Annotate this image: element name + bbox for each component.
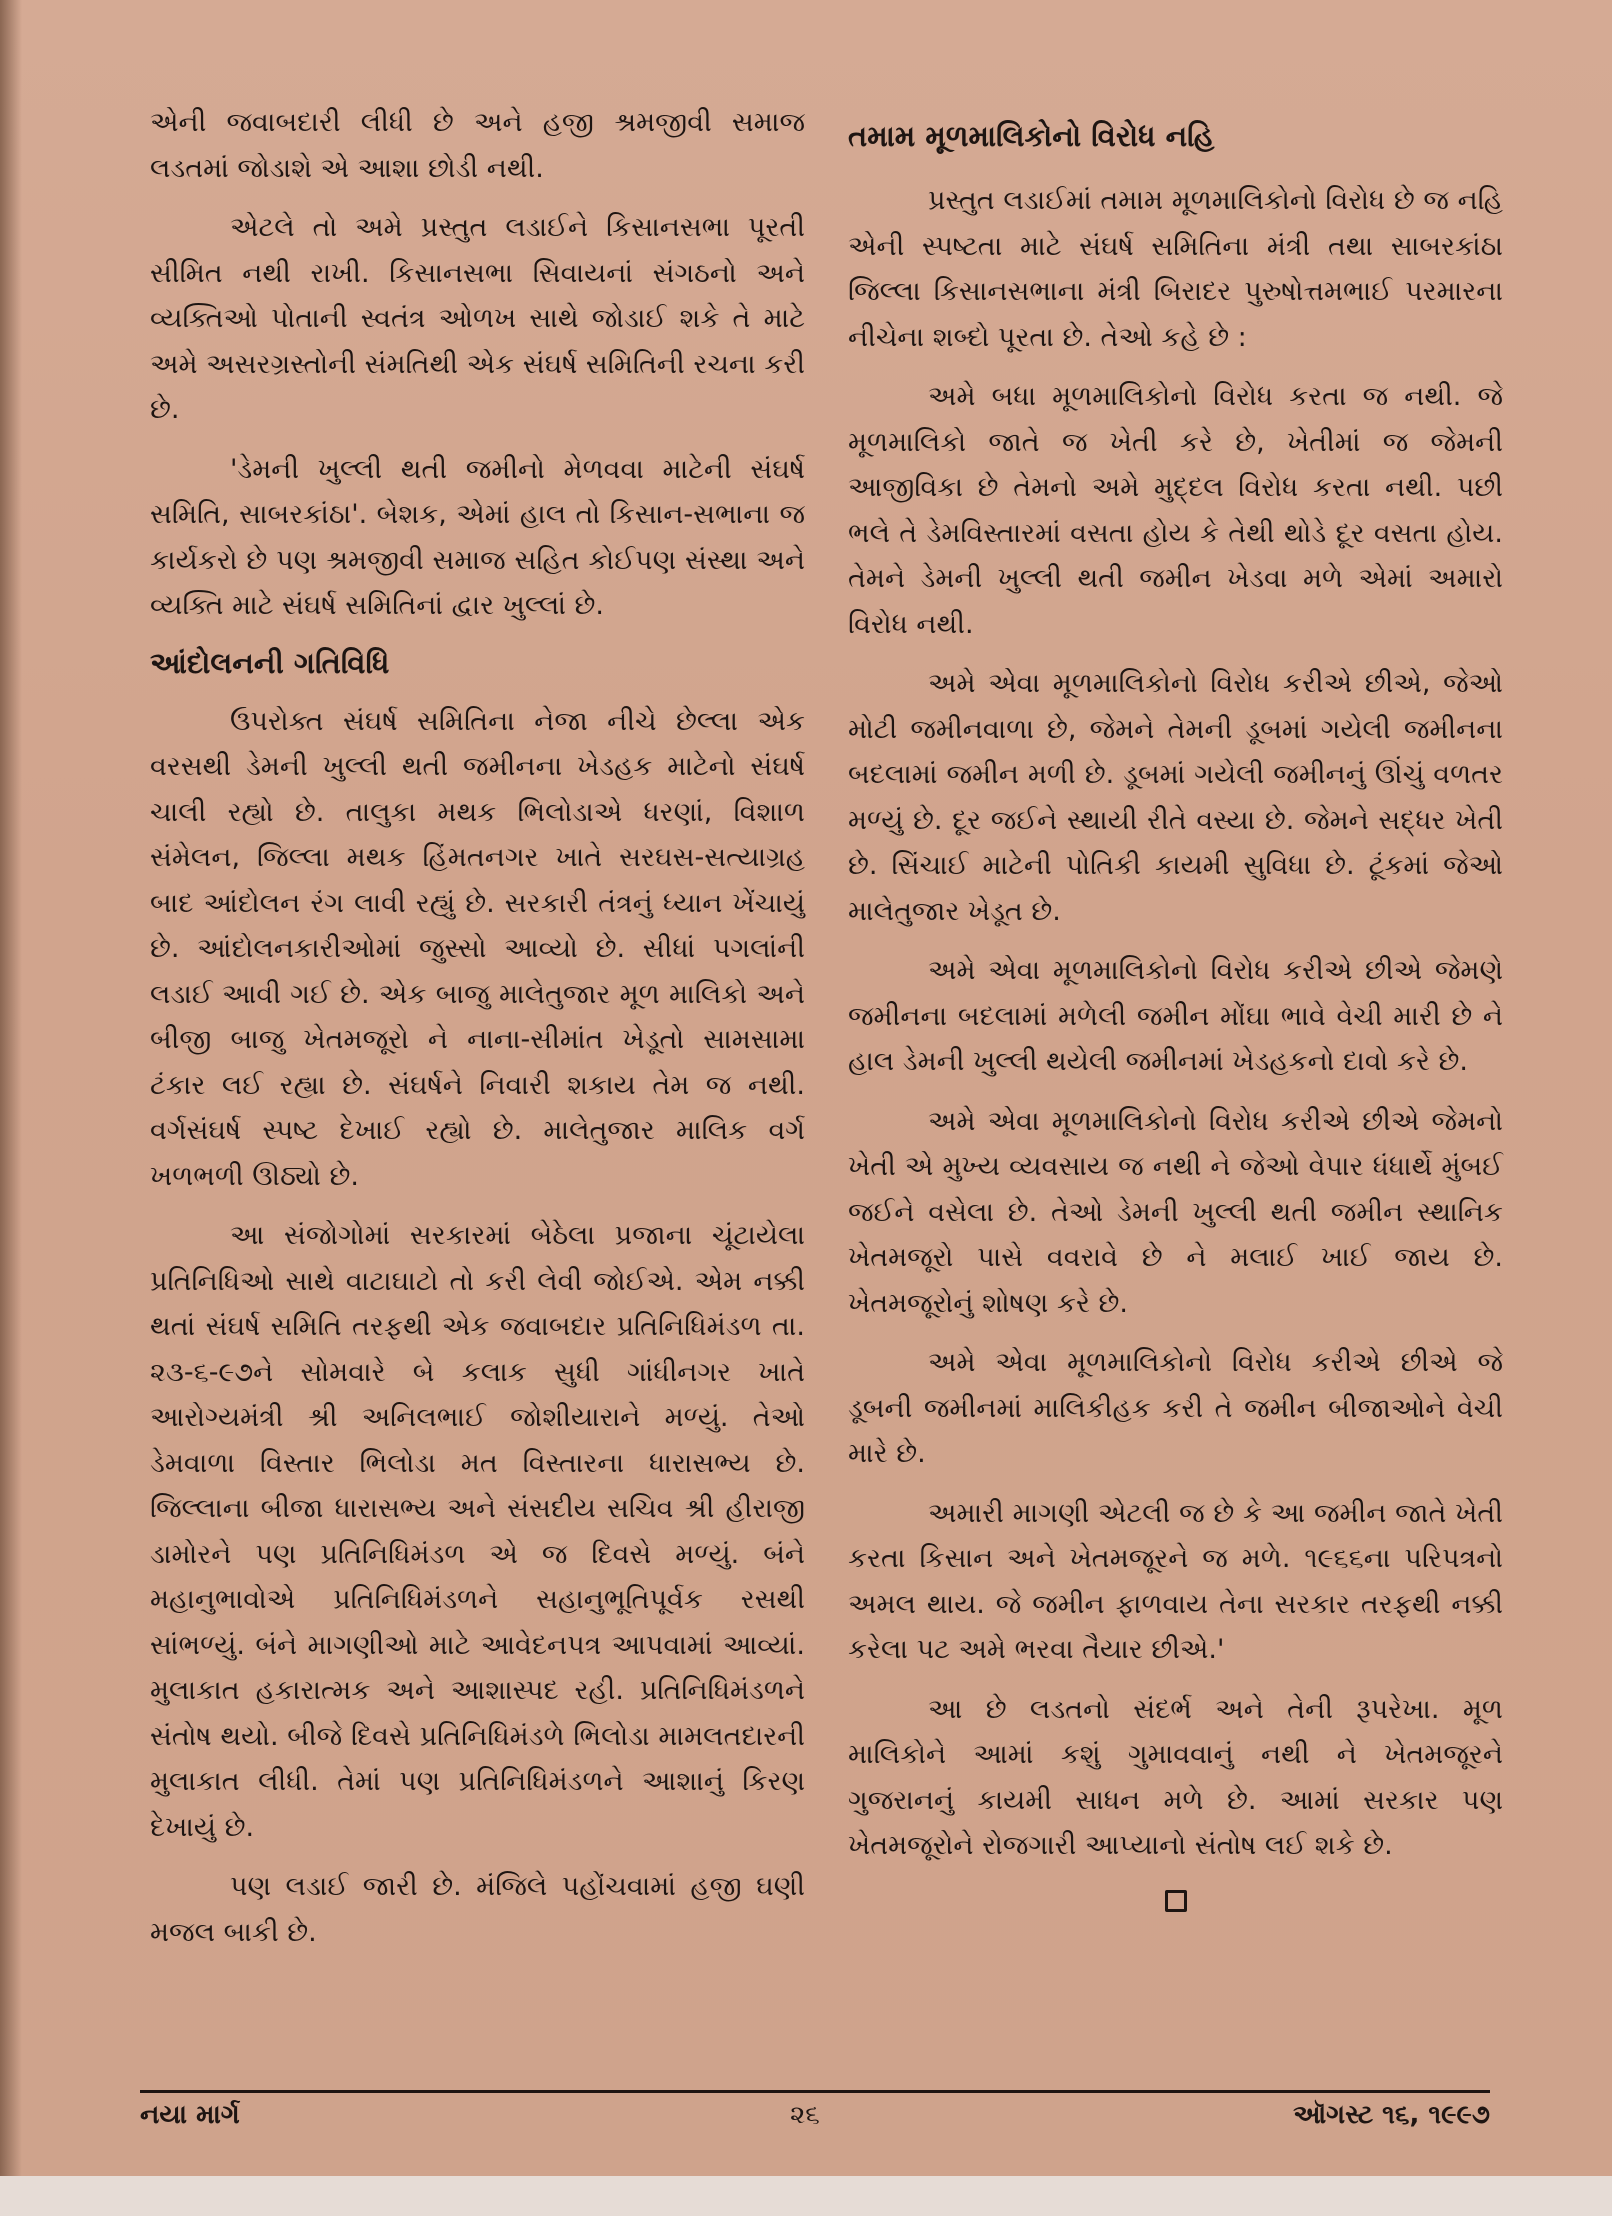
right-paragraph-4: અમે એવા મૂળમાલિકોનો વિરોધ કરીએ છીએ જેમણે જમીનના બદલામાં મળેલી જમીન મોંઘા ભાવે વેચી મારી છે ને હાલ ડેમની ખુલ્લી થયેલી જમીનમાં ખેડહકનો દાવો કરે છે. xyxy=(848,955,1503,1077)
article-end-mark xyxy=(848,1883,1503,1923)
scan-margin xyxy=(0,2176,1612,2216)
right-paragraph-1: પ્રસ્તુત લડાઈમાં તમામ મૂળમાલિકોનો વિરોધ છે જ નહિ એની સ્પષ્ટતા માટે સંઘર્ષ સમિતિના મંત્રી તથા સાબરકાંઠા જિલ્લા કિસાનસભાના મંત્રી બિરાદર પુરુષોત્તમભાઈ પરમારના નીચેના શબ્દો પૂરતા છે. તેઓ કહે છે : xyxy=(848,185,1503,353)
left-paragraph-5: આ સંજોગોમાં સરકારમાં બેઠેલા પ્રજાના ચૂંટાયેલા પ્રતિનિધિઓ સાથે વાટાઘાટો તો કરી લેવી જોઈએ. એમ નક્કી થતાં સંઘર્ષ સમિતિ તરફથી એક જવાબદાર પ્રતિનિધિમંડળ તા. ૨૩-૬-૯૭ને સોમવારે બે કલાક સુધી ગાંધીનગર ખાતે આરોગ્યમંત્રી શ્રી અનિલભાઈ જોશીયારાને મળ્યું. તેઓ ડેમવાળા વિસ્તાર ભિલોડા મત વિસ્તારના ધારાસભ્ય છે. જિલ્લાના બીજા ધારાસભ્ય અને સંસદીય સચિવ શ્રી હીરાજી ડામોરને પણ પ્રતિનિધિમંડળ એ જ દિવસે મળ્યું. બંને મહાનુભાવોએ પ્રતિનિધિમંડળને સહાનુભૂતિપૂર્વક રસથી સાંભળ્યું. બંને માગણીઓ માટે આવેદનપત્ર આપવામાં આવ્યાં. મુલાકાત હકારાત્મક અને આશાસ્પદ રહી. પ્રતિનિધિમંડળને સંતોષ થયો. બીજે દિવસે પ્રતિનિધિમંડળે ભિલોડા મામલતદારની મુલાકાત લીધી. તેમાં પણ પ્રતિનિધિમંડળને આશાનું કિરણ દેખાયું છે. xyxy=(150,1220,805,1843)
right-paragraph-7: અમારી માગણી એટલી જ છે કે આ જમીન જાતે ખેતી કરતા કિસાન અને ખેતમજૂરને જ મળે. ૧૯૬૬ના પરિપત્રનો અમલ થાય. જે જમીન ફાળવાય તેના સરકાર તરફથી નક્કી કરેલા પટ અમે ભરવા તૈયાર છીએ.' xyxy=(848,1497,1503,1665)
right-paragraph-3: અમે એવા મૂળમાલિકોનો વિરોધ કરીએ છીએ, જેઓ મોટી જમીનવાળા છે, જેમને તેમની ડૂબમાં ગયેલી જમીનના બદલામાં જમીન મળી છે. ડૂબમાં ગયેલી જમીનનું ઊંચું વળતર મળ્યું છે. દૂર જઈને સ્થાયી રીતે વસ્યા છે. જેમને સદ્ધર ખેતી છે. સિંચાઈ માટેની પોતિકી કાયમી સુવિધા છે. ટૂંકમાં જેઓ માલેતુજાર ખેડૂત છે. xyxy=(848,668,1503,927)
section-heading-virodh: તમામ મૂળમાલિકોનો વિરોધ નહિ xyxy=(848,119,1215,153)
square-icon xyxy=(1165,1890,1187,1912)
footer-divider xyxy=(140,2090,1490,2093)
left-paragraph-6: પણ લડાઈ જારી છે. મંજિલે પહોંચવામાં હજી ઘણી મજલ બાકી છે. xyxy=(150,1871,805,1948)
footer-publication-name: નયા માર્ગ xyxy=(140,2100,240,2130)
right-paragraph-5: અમે એવા મૂળમાલિકોનો વિરોધ કરીએ છીએ જેમનો ખેતી એ મુખ્ય વ્યવસાય જ નથી ને જેઓ વેપાર ધંધાર્થે મુંબઈ જઈને વસેલા છે. તેઓ ડેમની ખુલ્લી થતી જમીન સ્થાનિક ખેતમજૂરો પાસે વવરાવે છે ને મલાઈ ખાઈ જાય છે. ખેતમજૂરોનું શોષણ કરે છે. xyxy=(848,1105,1503,1319)
right-paragraph-8: આ છે લડતનો સંદર્ભ અને તેની રૂપરેખા. મૂળ માલિકોને આમાં કશું ગુમાવવાનું નથી ને ખેતમજૂરને ગુજરાનનું કાયમી સાધન મળે છે. આમાં સરકાર પણ ખેતમજૂરોને રોજગારી આપ્યાનો સંતોષ લઈ શકે છે. xyxy=(848,1693,1503,1861)
left-paragraph-4: ઉપરોક્ત સંઘર્ષ સમિતિના નેજા નીચે છેલ્લા એક વરસથી ડેમની ખુલ્લી થતી જમીનના ખેડહક માટેનો સંઘર્ષ ચાલી રહ્યો છે. તાલુકા મથક ભિલોડાએ ધરણાં, વિશાળ સંમેલન, જિલ્લા મથક હિંમતનગર ખાતે સરઘસ-સત્યાગ્રહ બાદ આંદોલન રંગ લાવી રહ્યું છે. સરકારી તંત્રનું ધ્યાન ખેંચાયું છે. આંદોલનકારીઓમાં જુસ્સો આવ્યો છે. સીધાં પગલાંની લડાઈ આવી ગઈ છે. એક બાજુ માલેતુજાર મૂળ માલિકો અને બીજી બાજુ ખેતમજૂરો ને નાના-સીમાંત ખેડૂતો સામસામા ટંકાર લઈ રહ્યા છે. સંઘર્ષને નિવારી શકાય તેમ જ નથી. વર્ગસંઘર્ષ સ્પષ્ટ દેખાઈ રહ્યો છે. માલેતુજાર માલિક વર્ગ ખળભળી ઊઠ્યો છે. xyxy=(150,705,805,1192)
right-paragraph-6: અમે એવા મૂળમાલિકોનો વિરોધ કરીએ છીએ જે ડૂબની જમીનમાં માલિકીહક કરી તે જમીન બીજાઓને વેચી મારે છે. xyxy=(848,1347,1503,1469)
left-paragraph-1: એની જવાબદારી લીધી છે અને હજી શ્રમજીવી સમાજ લડતમાં જોડાશે એ આશા છોડી નથી. xyxy=(150,107,805,184)
footer-page-number: ૨૬ xyxy=(790,2100,820,2130)
left-paragraph-2: એટલે તો અમે પ્રસ્તુત લડાઈને કિસાનસભા પૂરતી સીમિત નથી રાખી. કિસાનસભા સિવાયનાં સંગઠનો અને વ્યક્તિઓ પોતાની સ્વતંત્ર ઓળખ સાથે જોડાઈ શકે તે માટે અમે અસરગ્રસ્તોની સંમતિથી એક સંઘર્ષ સમિતિની રચના કરી છે. xyxy=(150,212,805,425)
section-heading-andolan: આંદોલનની ગતિવિધિ xyxy=(150,645,390,680)
right-paragraph-2: અમે બધા મૂળમાલિકોનો વિરોધ કરતા જ નથી. જે મૂળમાલિકો જાતે જ ખેતી કરે છે, ખેતીમાં જ જેમની આજીવિકા છે તેમનો અમે મુદ્દલ વિરોધ કરતા નથી. પછી ભલે તે ડેમવિસ્તારમાં વસતા હોય કે તેથી થોડે દૂર વસતા હોય. તેમને ડેમની ખુલ્લી થતી જમીન ખેડવા મળે એમાં અમારો વિરોધ નથી. xyxy=(848,381,1503,640)
page-edge-shadow xyxy=(0,0,22,2176)
right-column xyxy=(848,116,1503,1923)
page-footer xyxy=(140,2100,1490,2144)
left-paragraph-3: 'ડેમની ખુલ્લી થતી જમીનો મેળવવા માટેની સંઘર્ષ સમિતિ, સાબરકાંઠા'. બેશક, એમાં હાલ તો કિસાન-સભાના જ કાર્યકરો છે પણ શ્રમજીવી સમાજ સહિત કોઈપણ સંસ્થા અને વ્યક્તિ માટે સંઘર્ષ સમિતિનાં દ્વાર ખુલ્લાં છે. xyxy=(150,453,805,621)
left-column xyxy=(150,100,805,1969)
footer-date: ઑગસ્ટ ૧૬, ૧૯૯૭ xyxy=(1293,2100,1490,2130)
